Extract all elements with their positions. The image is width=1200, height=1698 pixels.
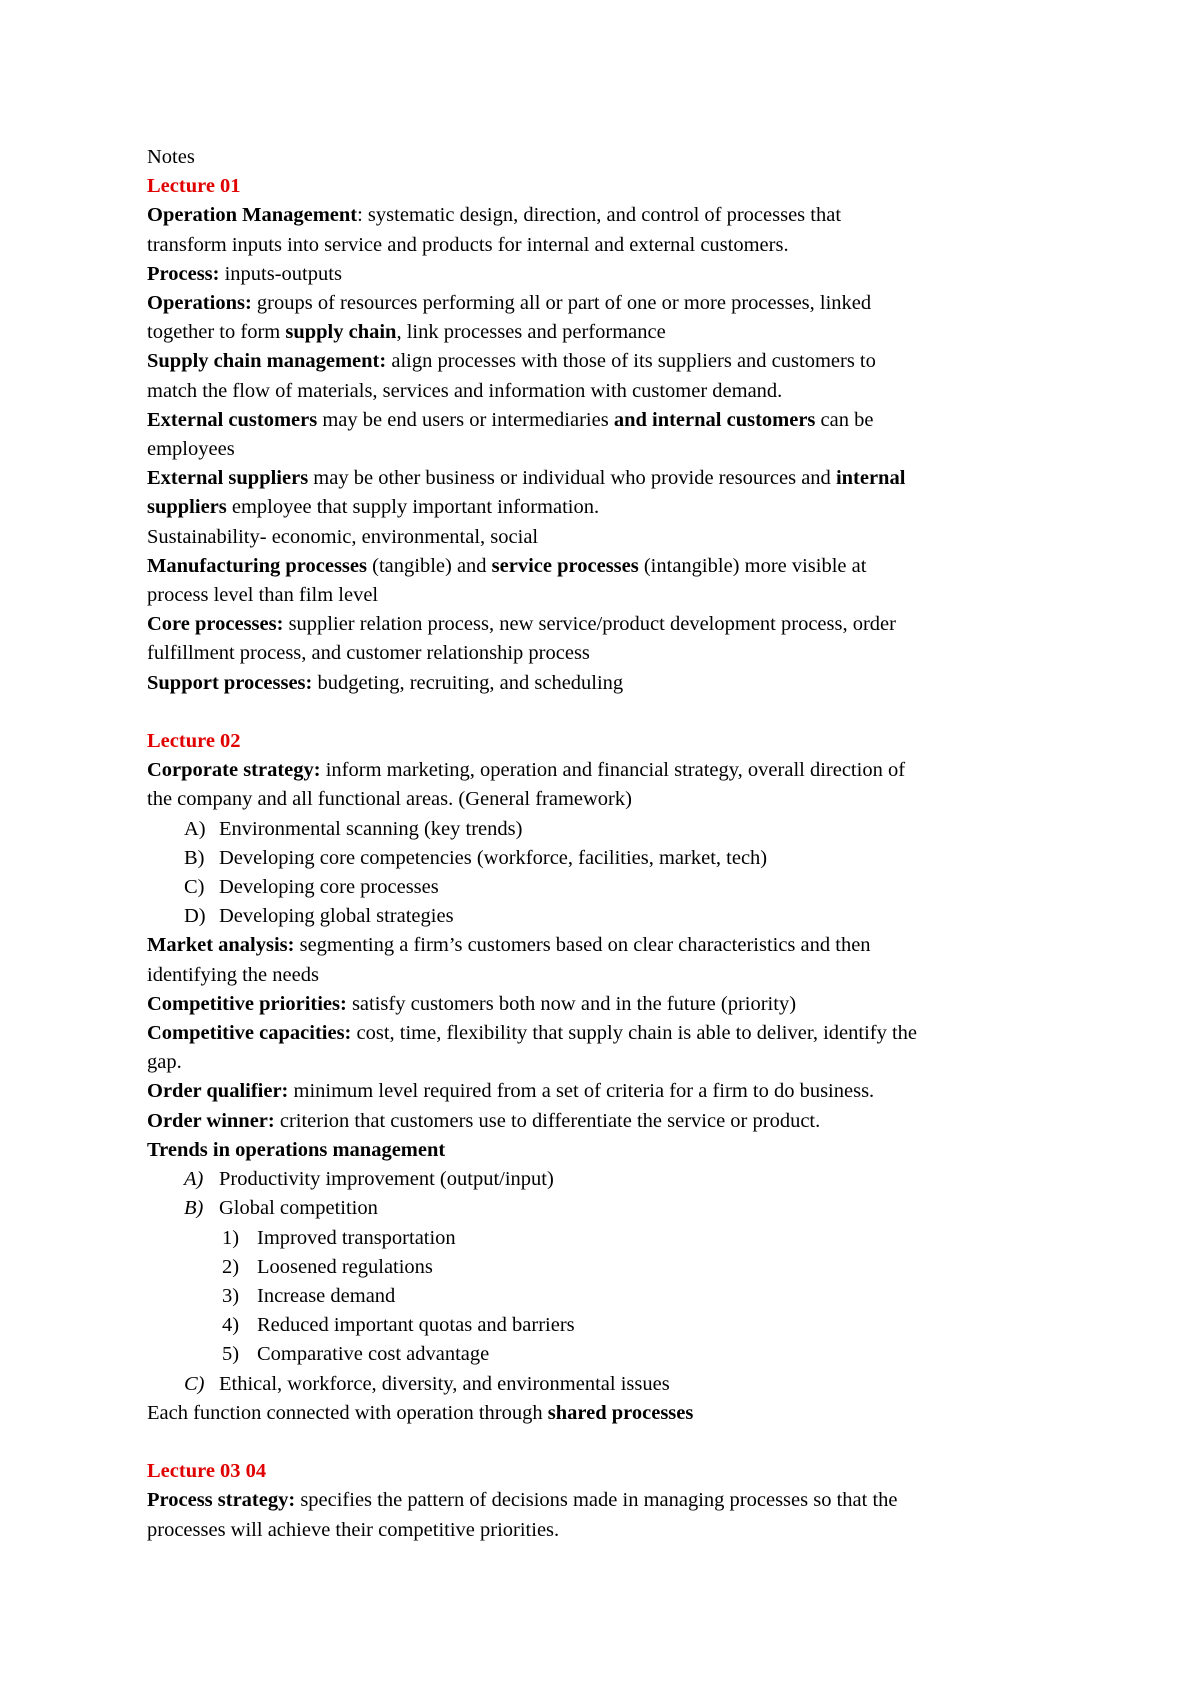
list-item: 1) Improved transportation bbox=[222, 1226, 456, 1249]
lecture-02-heading: Lecture 02 bbox=[147, 730, 241, 753]
lecture-03-04-heading: Lecture 03 04 bbox=[147, 1460, 267, 1483]
list-item: D) Developing global strategies bbox=[184, 905, 454, 928]
order-winner-def: Order winner: criterion that customers use to differentiate the service or product. bbox=[147, 1109, 821, 1132]
sustainability-line: Sustainability- economic, environmental, social bbox=[147, 525, 539, 548]
lecture-01-heading: Lecture 01 bbox=[147, 175, 241, 198]
supply-chain-management-def: Supply chain management: align processes with those of its suppliers and customers to bbox=[147, 350, 876, 373]
list-item: 4) Reduced important quotas and barriers bbox=[222, 1314, 575, 1337]
shared-processes-line: Each function connected with operation through shared processes bbox=[147, 1401, 694, 1424]
list-item: C) Developing core processes bbox=[184, 876, 439, 899]
corporate-strategy-def: Corporate strategy: inform marketing, operation and financial strategy, overall direction of bbox=[147, 759, 906, 782]
operations-def-cont: together to form supply chain, link processes and performance bbox=[147, 321, 666, 344]
term: Process: bbox=[147, 262, 220, 285]
list-item: A) Environmental scanning (key trends) bbox=[184, 817, 523, 840]
spacer bbox=[147, 1428, 1077, 1457]
customers-def: External customers may be end users or intermediaries and internal customers can be bbox=[147, 408, 874, 431]
corporate-strategy-def-cont: the company and all functional areas. (General framework) bbox=[147, 788, 632, 811]
trends-list bbox=[147, 1165, 1077, 1399]
spacer bbox=[147, 698, 1077, 727]
notes-title: Notes bbox=[147, 146, 195, 168]
term: Operations: bbox=[147, 292, 252, 315]
list-item: 5) Comparative cost advantage bbox=[222, 1343, 490, 1366]
processes-types-def: Manufacturing processes (tangible) and service processes (intangible) more visible at bbox=[147, 554, 867, 577]
competitive-capacities-def-cont: gap. bbox=[147, 1051, 182, 1074]
customers-def-cont: employees bbox=[147, 438, 235, 461]
competitive-priorities-def: Competitive priorities: satisfy customers both now and in the future (priority) bbox=[147, 992, 797, 1015]
global-competition-list bbox=[147, 1224, 1077, 1370]
core-processes-def-cont: fulfillment process, and customer relationship process bbox=[147, 642, 590, 665]
order-qualifier-def: Order qualifier: minimum level required from a set of criteria for a firm to do business. bbox=[147, 1080, 875, 1103]
market-analysis-def: Market analysis: segmenting a firm’s customers based on clear characteristics and then bbox=[147, 934, 871, 957]
core-processes-def: Core processes: supplier relation process, new service/product development process, order bbox=[147, 613, 896, 636]
process-strategy-def: Process strategy: specifies the pattern of decisions made in managing processes so that the bbox=[147, 1489, 898, 1512]
list-item: B) Developing core competencies (workforce, facilities, market, tech) bbox=[184, 846, 768, 869]
support-processes-def: Support processes: budgeting, recruiting, and scheduling bbox=[147, 671, 624, 694]
term: Operation Management bbox=[147, 204, 358, 227]
process-def: Process: inputs-outputs bbox=[147, 262, 342, 285]
processes-types-def-cont: process level than film level bbox=[147, 584, 379, 607]
list-item: 3) Increase demand bbox=[222, 1284, 396, 1307]
suppliers-def: External suppliers may be other business or individual who provide resources and internal bbox=[147, 467, 906, 490]
operation-management-def: Operation Management: systematic design, direction, and control of processes that bbox=[147, 204, 842, 227]
market-analysis-def-cont: identifying the needs bbox=[147, 963, 319, 986]
process-strategy-def-cont: processes will achieve their competitive priorities. bbox=[147, 1518, 560, 1541]
operations-def: Operations: groups of resources performing all or part of one or more processes, linked bbox=[147, 292, 872, 315]
list-item: B) Global competition bbox=[184, 1197, 378, 1220]
supply-chain-management-def-cont: match the flow of materials, services and information with customer demand. bbox=[147, 379, 783, 402]
document-body bbox=[147, 143, 1077, 1545]
competitive-capacities-def: Competitive capacities: cost, time, flexibility that supply chain is able to deliver, identify the bbox=[147, 1022, 918, 1045]
list-item: A) Productivity improvement (output/input) bbox=[184, 1168, 554, 1191]
list-item: C) Ethical, workforce, diversity, and environmental issues bbox=[184, 1372, 670, 1395]
framework-list bbox=[147, 815, 1077, 932]
operation-management-def-cont: transform inputs into service and products for internal and external customers. bbox=[147, 233, 789, 256]
suppliers-def-cont: suppliers employee that supply important information. bbox=[147, 496, 600, 519]
term: Supply chain management: bbox=[147, 350, 387, 373]
trends-heading: Trends in operations management bbox=[147, 1138, 446, 1161]
list-item: 2) Loosened regulations bbox=[222, 1255, 433, 1278]
